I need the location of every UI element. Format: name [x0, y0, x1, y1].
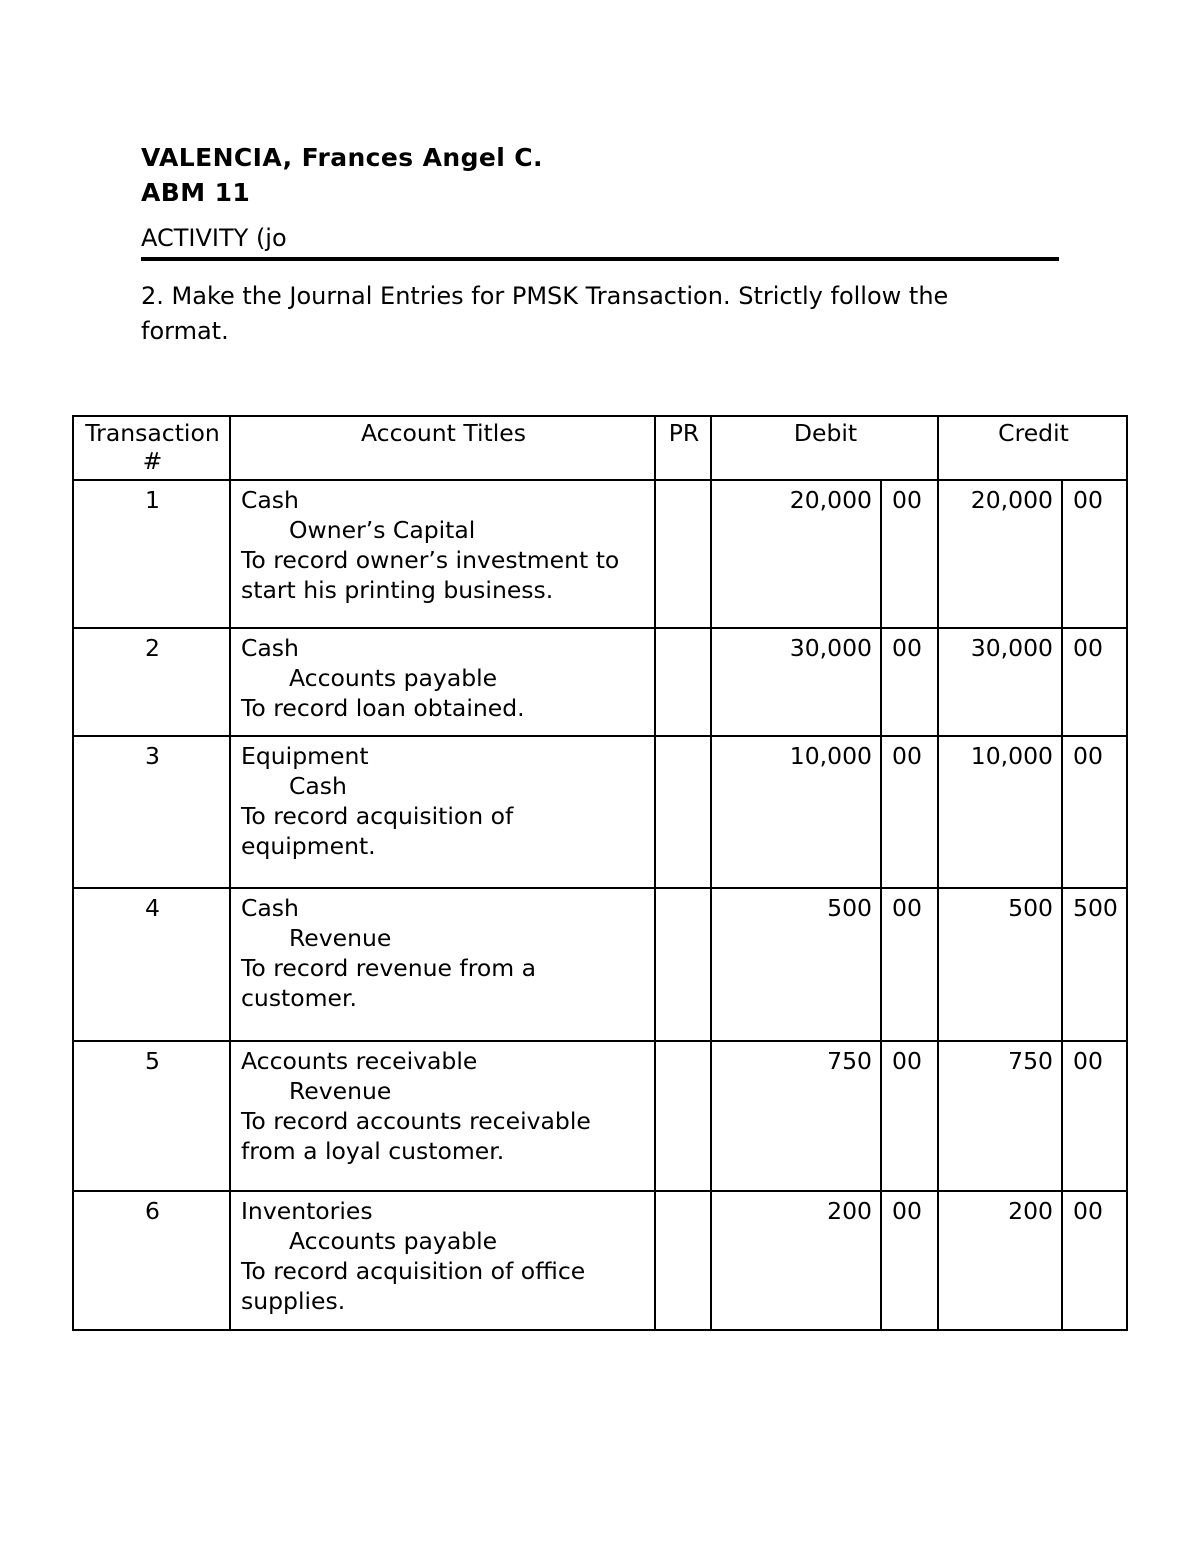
- debit-amount: 500: [711, 888, 881, 1041]
- pr-cell: [655, 628, 711, 736]
- debit-amount: 200: [711, 1191, 881, 1330]
- credit-amount: 750: [938, 1041, 1062, 1191]
- pr-cell: [655, 480, 711, 628]
- credit-amount: 200: [938, 1191, 1062, 1330]
- journal-entry-row: [73, 1191, 1127, 1330]
- debit-cents: 00: [881, 1041, 938, 1191]
- transaction-number: 2: [73, 628, 230, 736]
- credit-account: Revenue: [289, 1077, 392, 1105]
- debit-account: Cash: [241, 894, 299, 922]
- credit-cents: 00: [1062, 628, 1127, 736]
- pr-cell: [655, 888, 711, 1041]
- debit-account: Equipment: [241, 742, 369, 770]
- journal-entry-row: [73, 736, 1127, 888]
- pr-cell: [655, 736, 711, 888]
- account-titles-cell: [230, 1041, 655, 1191]
- credit-account: Cash: [289, 772, 347, 800]
- debit-amount: 750: [711, 1041, 881, 1191]
- column-header-debit: Debit: [711, 416, 938, 480]
- credit-cents: 00: [1062, 1191, 1127, 1330]
- table-header-row: [73, 416, 1127, 480]
- credit-cents: 500: [1062, 888, 1127, 1041]
- entry-memo: To record acquisition of equipment.: [241, 802, 514, 860]
- entry-memo: To record accounts receivable from a loyal customer.: [241, 1107, 591, 1165]
- journal-table: [72, 415, 1128, 1331]
- debit-account: Cash: [241, 486, 299, 514]
- debit-account: Accounts receivable: [241, 1047, 478, 1075]
- debit-cents: 00: [881, 888, 938, 1041]
- debit-cents: 00: [881, 480, 938, 628]
- credit-amount: 10,000: [938, 736, 1062, 888]
- credit-cents: 00: [1062, 1041, 1127, 1191]
- pr-cell: [655, 1191, 711, 1330]
- column-header-credit: Credit: [938, 416, 1127, 480]
- account-titles-cell: [230, 888, 655, 1041]
- activity-title: ACTIVITY (jo: [141, 222, 1059, 261]
- credit-amount: 30,000: [938, 628, 1062, 736]
- entry-memo: To record loan obtained.: [241, 694, 525, 722]
- debit-account: Cash: [241, 634, 299, 662]
- journal-entry-row: [73, 888, 1127, 1041]
- entry-memo: To record revenue from a customer.: [241, 954, 536, 1012]
- credit-account: Revenue: [289, 924, 392, 952]
- credit-account: Accounts payable: [289, 664, 498, 692]
- transaction-number: 1: [73, 480, 230, 628]
- debit-amount: 30,000: [711, 628, 881, 736]
- credit-cents: 00: [1062, 736, 1127, 888]
- debit-cents: 00: [881, 736, 938, 888]
- debit-amount: 10,000: [711, 736, 881, 888]
- column-header-account-titles: Account Titles: [230, 416, 655, 480]
- debit-account: Inventories: [241, 1197, 373, 1225]
- entry-memo: To record owner’s investment to start his printing business.: [241, 546, 620, 604]
- journal-entry-row: [73, 1041, 1127, 1191]
- section-name: ABM 11: [141, 178, 251, 207]
- debit-cents: 00: [881, 1191, 938, 1330]
- transaction-number: 5: [73, 1041, 230, 1191]
- account-titles-cell: [230, 736, 655, 888]
- transaction-number: 4: [73, 888, 230, 1041]
- credit-account: Owner’s Capital: [289, 516, 476, 544]
- transaction-number: 6: [73, 1191, 230, 1330]
- debit-cents: 00: [881, 628, 938, 736]
- credit-amount: 500: [938, 888, 1062, 1041]
- column-header-pr: PR: [655, 416, 711, 480]
- instruction-text: 2. Make the Journal Entries for PMSK Transaction. Strictly follow the format.: [141, 282, 949, 345]
- student-name: VALENCIA, Frances Angel C.: [141, 143, 543, 172]
- account-titles-cell: [230, 1191, 655, 1330]
- document-header: [141, 140, 1059, 349]
- credit-account: Accounts payable: [289, 1227, 498, 1255]
- account-titles-cell: [230, 628, 655, 736]
- account-titles-cell: [230, 480, 655, 628]
- transaction-number: 3: [73, 736, 230, 888]
- entry-memo: To record acquisition of office supplies.: [241, 1257, 586, 1315]
- pr-cell: [655, 1041, 711, 1191]
- debit-amount: 20,000: [711, 480, 881, 628]
- journal-entry-row: [73, 628, 1127, 736]
- journal-entry-row: [73, 480, 1127, 628]
- credit-cents: 00: [1062, 480, 1127, 628]
- credit-amount: 20,000: [938, 480, 1062, 628]
- column-header-transaction: Transaction #: [73, 416, 230, 480]
